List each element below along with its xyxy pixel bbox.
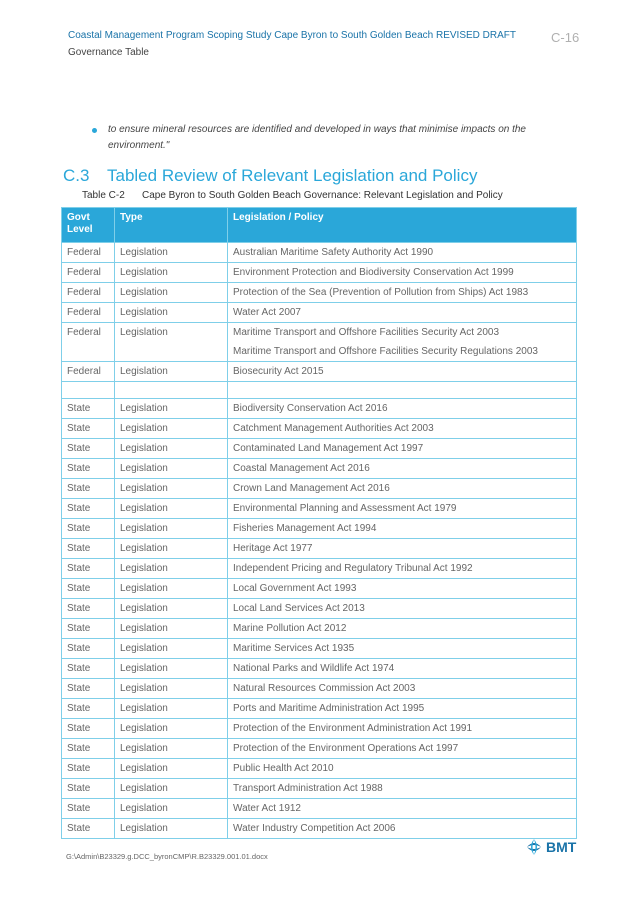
table-row [62, 243, 577, 263]
govt-level-cell: State [62, 699, 115, 719]
legislation-cell [228, 679, 577, 699]
govt-level-cell: State [62, 439, 115, 459]
legislation-cell [228, 362, 577, 382]
type-cell: Legislation [115, 303, 228, 323]
type-cell: Legislation [115, 499, 228, 519]
table-row [62, 439, 577, 459]
legislation-name: Transport Administration Act 1988 [233, 783, 383, 794]
legislation-cell [228, 303, 577, 323]
govt-level-cell: State [62, 819, 115, 839]
table-row [62, 539, 577, 559]
legislation-cell [228, 699, 577, 719]
table-row [62, 659, 577, 679]
type-cell: Legislation [115, 559, 228, 579]
table-row [62, 619, 577, 639]
legislation-name: Coastal Management Act 2016 [233, 463, 370, 474]
type-cell: Legislation [115, 519, 228, 539]
type-cell: Legislation [115, 699, 228, 719]
govt-level-cell: State [62, 799, 115, 819]
table-row [62, 579, 577, 599]
legislation-cell [228, 599, 577, 619]
govt-level-cell: State [62, 639, 115, 659]
legislation-name: Maritime Services Act 1935 [233, 643, 355, 654]
col-header-type: Type [115, 208, 228, 243]
legislation-name: Crown Land Management Act 2016 [233, 483, 390, 494]
header-subtitle: Governance Table [68, 47, 149, 58]
bullet-dot-icon [92, 128, 97, 133]
table-row [62, 479, 577, 499]
legislation-cell [228, 559, 577, 579]
govt-level-cell: State [62, 779, 115, 799]
table-row [62, 819, 577, 839]
legislation-name: Biodiversity Conservation Act 2016 [233, 403, 388, 414]
caption-text: Cape Byron to South Golden Beach Governance: Relevant Legislation and Policy [142, 190, 503, 201]
govt-level-cell: State [62, 499, 115, 519]
legislation-name: Environmental Planning and Assessment Act 1979 [233, 503, 457, 514]
legislation-name: Contaminated Land Management Act 1997 [233, 443, 424, 454]
govt-level-cell: State [62, 399, 115, 419]
footer-file-path: G:\Admin\B23329.g.DCC_byronCMP\R.B23329.001.01.docx [66, 852, 268, 861]
legislation-name: Ports and Maritime Administration Act 1995 [233, 703, 425, 714]
blank-cell [115, 382, 228, 399]
legislation-name: Biosecurity Act 2015 [233, 366, 324, 377]
legislation-cell [228, 739, 577, 759]
governance-table [61, 207, 577, 839]
col-header-legislation: Legislation / Policy [228, 208, 577, 243]
govt-level-cell: Federal [62, 362, 115, 382]
govt-level-cell: State [62, 579, 115, 599]
legislation-cell [228, 519, 577, 539]
legislation-name: Local Land Services Act 2013 [233, 603, 365, 614]
govt-level-cell: Federal [62, 263, 115, 283]
govt-level-cell: State [62, 679, 115, 699]
table-row [62, 323, 577, 362]
legislation-cell [228, 639, 577, 659]
header-title: Coastal Management Program Scoping Study Cape Byron to South Golden Beach REVISED DRAFT [68, 30, 517, 41]
type-cell: Legislation [115, 362, 228, 382]
type-cell: Legislation [115, 719, 228, 739]
type-cell: Legislation [115, 263, 228, 283]
type-cell: Legislation [115, 243, 228, 263]
table-row [62, 283, 577, 303]
type-cell: Legislation [115, 323, 228, 362]
federal-rows [62, 243, 577, 382]
type-cell: Legislation [115, 283, 228, 303]
legislation-cell [228, 419, 577, 439]
govt-level-cell: State [62, 479, 115, 499]
legislation-name: Maritime Transport and Offshore Facilities Security Act 2003 [233, 327, 500, 338]
govt-level-cell: State [62, 719, 115, 739]
blank-cell [62, 382, 115, 399]
table-row [62, 559, 577, 579]
legislation-name: Protection of the Environment Administration Act 1991 [233, 723, 473, 734]
legislation-cell [228, 719, 577, 739]
table-row [62, 459, 577, 479]
type-cell: Legislation [115, 399, 228, 419]
legislation-cell [228, 619, 577, 639]
legislation-name: Public Health Act 2010 [233, 763, 334, 774]
govt-level-cell: State [62, 419, 115, 439]
type-cell: Legislation [115, 759, 228, 779]
legislation-cell [228, 499, 577, 519]
legislation-name: Water Act 1912 [233, 803, 301, 814]
legislation-name: Heritage Act 1977 [233, 543, 313, 554]
legislation-name: Catchment Management Authorities Act 2003 [233, 423, 434, 434]
table-header-row [62, 208, 577, 243]
bullet-text: to ensure mineral resources are identified and developed in ways that minimise impacts on the environment." [108, 124, 526, 151]
legislation-name: Local Government Act 1993 [233, 583, 357, 594]
govt-level-cell: State [62, 659, 115, 679]
legislation-cell [228, 399, 577, 419]
govt-level-cell: Federal [62, 283, 115, 303]
govt-level-cell: State [62, 739, 115, 759]
legislation-name: Marine Pollution Act 2012 [233, 623, 347, 634]
legislation-name: National Parks and Wildlife Act 1974 [233, 663, 395, 674]
page-number: C-16 [551, 30, 580, 45]
type-cell: Legislation [115, 459, 228, 479]
table-row [62, 263, 577, 283]
table-row [62, 419, 577, 439]
legislation-name: Protection of the Sea (Prevention of Pollution from Ships) Act 1983 [233, 287, 529, 298]
legislation-name: Water Industry Competition Act 2006 [233, 823, 396, 834]
govt-level-cell: State [62, 459, 115, 479]
legislation-cell [228, 263, 577, 283]
table-row [62, 799, 577, 819]
table-row [62, 759, 577, 779]
bullet-item [108, 122, 586, 154]
table-row [62, 719, 577, 739]
legislation-cell [228, 243, 577, 263]
table-row [62, 699, 577, 719]
legislation-cell [228, 819, 577, 839]
type-cell: Legislation [115, 679, 228, 699]
section-title: Tabled Review of Relevant Legislation and Policy [107, 166, 478, 185]
legislation-name: Independent Pricing and Regulatory Tribunal Act 1992 [233, 563, 473, 574]
section-number: C.3 [63, 166, 90, 185]
legislation-cell [228, 799, 577, 819]
type-cell: Legislation [115, 599, 228, 619]
table-row [62, 362, 577, 382]
type-cell: Legislation [115, 419, 228, 439]
type-cell: Legislation [115, 799, 228, 819]
legislation-cell [228, 759, 577, 779]
table-row [62, 779, 577, 799]
separator-rows [62, 382, 577, 399]
govt-level-cell: State [62, 619, 115, 639]
table-row [62, 639, 577, 659]
govt-level-cell: State [62, 559, 115, 579]
table-row [62, 519, 577, 539]
govt-level-cell: State [62, 599, 115, 619]
table-row [62, 679, 577, 699]
type-cell: Legislation [115, 539, 228, 559]
legislation-cell [228, 459, 577, 479]
govt-level-cell: State [62, 519, 115, 539]
govt-level-cell: Federal [62, 303, 115, 323]
type-cell: Legislation [115, 659, 228, 679]
legislation-name: Fisheries Management Act 1994 [233, 523, 377, 534]
table-row [62, 499, 577, 519]
legislation-cell [228, 659, 577, 679]
legislation-cell [228, 439, 577, 459]
type-cell: Legislation [115, 779, 228, 799]
legislation-cell [228, 779, 577, 799]
type-cell: Legislation [115, 579, 228, 599]
type-cell: Legislation [115, 819, 228, 839]
table-row [62, 599, 577, 619]
blank-separator-row [62, 382, 577, 399]
legislation-cell [228, 539, 577, 559]
legislation-name: Maritime Transport and Offshore Facilities Security Regulations 2003 [233, 346, 538, 357]
type-cell: Legislation [115, 639, 228, 659]
govt-level-cell: State [62, 539, 115, 559]
legislation-cell [228, 283, 577, 303]
bmt-logo-text: BMT [546, 839, 577, 855]
type-cell: Legislation [115, 439, 228, 459]
caption-number: Table C-2 [82, 190, 125, 201]
table-row [62, 739, 577, 759]
govt-level-cell: Federal [62, 243, 115, 263]
legislation-name: Water Act 2007 [233, 307, 301, 318]
type-cell: Legislation [115, 739, 228, 759]
bmt-globe-icon [524, 837, 544, 857]
govt-level-cell: State [62, 759, 115, 779]
state-rows [62, 399, 577, 839]
legislation-name: Protection of the Environment Operations Act 1997 [233, 743, 459, 754]
legislation-name: Australian Maritime Safety Authority Act 1990 [233, 247, 434, 258]
bmt-logo [524, 837, 576, 857]
section-heading [63, 166, 477, 186]
type-cell: Legislation [115, 479, 228, 499]
legislation-cell [228, 579, 577, 599]
legislation-name: Natural Resources Commission Act 2003 [233, 683, 416, 694]
col-header-govt-level: Govt Level [62, 208, 115, 243]
type-cell: Legislation [115, 619, 228, 639]
blank-cell [228, 382, 577, 399]
table-caption [82, 190, 503, 201]
legislation-cell [228, 323, 577, 362]
govt-level-cell: Federal [62, 323, 115, 362]
table-row [62, 303, 577, 323]
table-row [62, 399, 577, 419]
legislation-name: Environment Protection and Biodiversity Conservation Act 1999 [233, 267, 514, 278]
legislation-cell [228, 479, 577, 499]
